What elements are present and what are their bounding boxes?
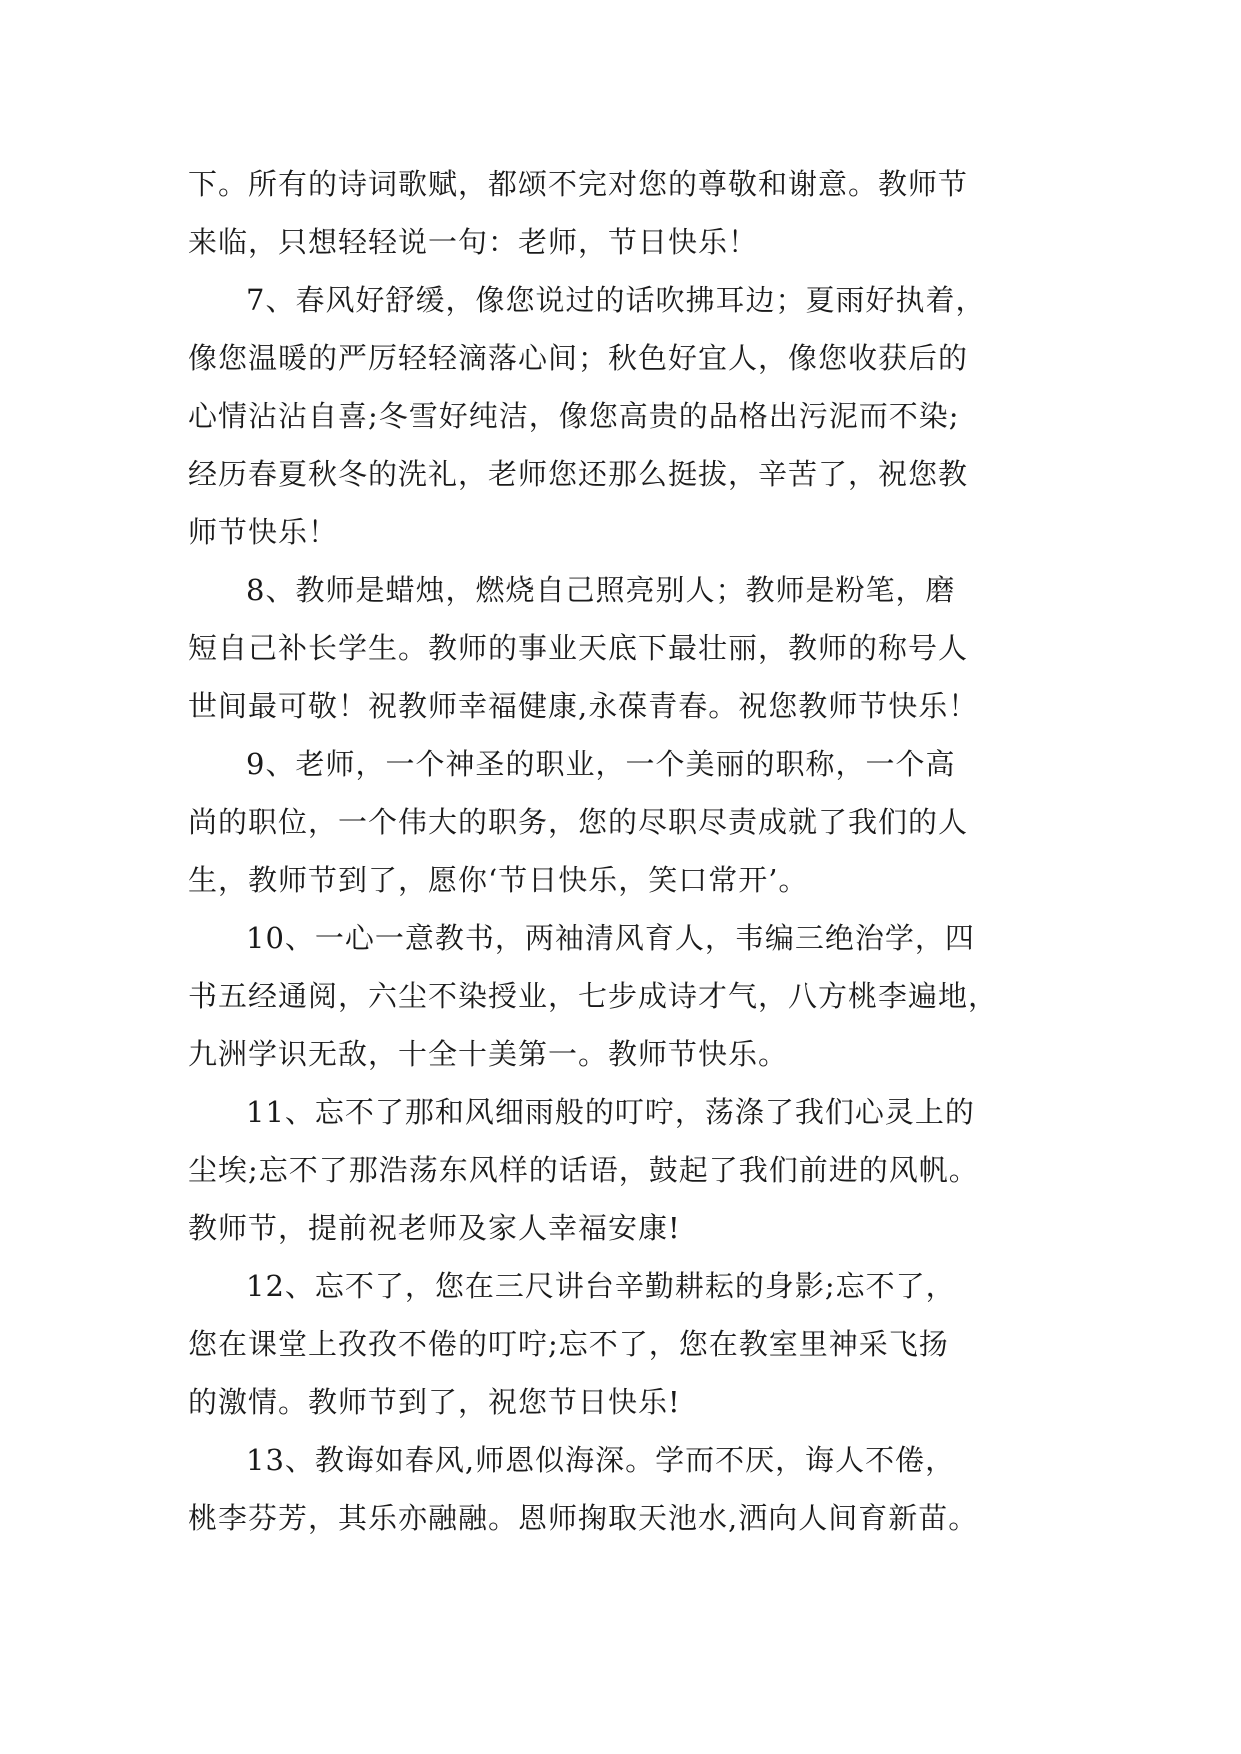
text-line-paragraph-start: 12、忘不了，您在三尺讲台辛勤耕耘的身影;忘不了，	[246, 1269, 956, 1303]
text-line: 的激情。教师节到了，祝您节日快乐!	[188, 1385, 681, 1419]
text-line-paragraph-start: 10、一心一意教书，两袖清风育人，韦编三绝治学，四	[246, 921, 975, 955]
text-line-paragraph-start: 11、忘不了那和风细雨般的叮咛，荡涤了我们心灵上的	[246, 1095, 975, 1129]
text-line-paragraph-start: 7、春风好舒缓，像您说过的话吹拂耳边；夏雨好执着，	[246, 283, 986, 317]
text-line-paragraph-start: 13、教诲如春风,师恩似海深。学而不厌，诲人不倦，	[246, 1443, 956, 1477]
text-line: 书五经通阅，六尘不染授业，七步成诗才气，八方桃李遍地，	[188, 979, 999, 1013]
text-line: 心情沾沾自喜;冬雪好纯洁，像您高贵的品格出污泥而不染;	[188, 399, 960, 433]
text-line: 像您温暖的严厉轻轻滴落心间；秋色好宜人，像您收获后的	[188, 341, 969, 375]
text-line: 短自己补长学生。教师的事业天底下最壮丽，教师的称号人	[188, 631, 969, 665]
document-body	[188, 155, 1058, 1547]
text-line-paragraph-start: 8、教师是蜡烛，燃烧自己照亮别人；教师是粉笔，磨	[246, 573, 956, 607]
text-line: 下。所有的诗词歌赋，都颂不完对您的尊敬和谢意。教师节	[188, 167, 969, 201]
text-line: 生，教师节到了，愿你‘节日快乐，笑口常开’。	[188, 863, 809, 897]
text-line: 桃李芬芳，其乐亦融融。恩师掬取天池水,洒向人间育新苗。	[188, 1501, 979, 1535]
text-line: 来临，只想轻轻说一句：老师，节日快乐！	[188, 225, 759, 259]
text-line: 尚的职位，一个伟大的职务，您的尽职尽责成就了我们的人	[188, 805, 969, 839]
text-line: 您在课堂上孜孜不倦的叮咛;忘不了，您在教室里神采飞扬	[188, 1327, 949, 1361]
text-line: 教师节，提前祝老师及家人幸福安康!	[188, 1211, 681, 1245]
text-line-paragraph-start: 9、老师，一个神圣的职业，一个美丽的职称，一个高	[246, 747, 956, 781]
text-line: 世间最可敬！祝教师幸福健康,永葆青春。祝您教师节快乐！	[188, 689, 979, 723]
text-line: 经历春夏秋冬的洗礼，老师您还那么挺拔，辛苦了，祝您教	[188, 457, 969, 491]
text-line: 九洲学识无敌，十全十美第一。教师节快乐。	[188, 1037, 789, 1071]
text-line: 尘埃;忘不了那浩荡东风样的话语，鼓起了我们前进的风帆。	[188, 1153, 979, 1187]
text-line: 师节快乐！	[188, 515, 339, 549]
